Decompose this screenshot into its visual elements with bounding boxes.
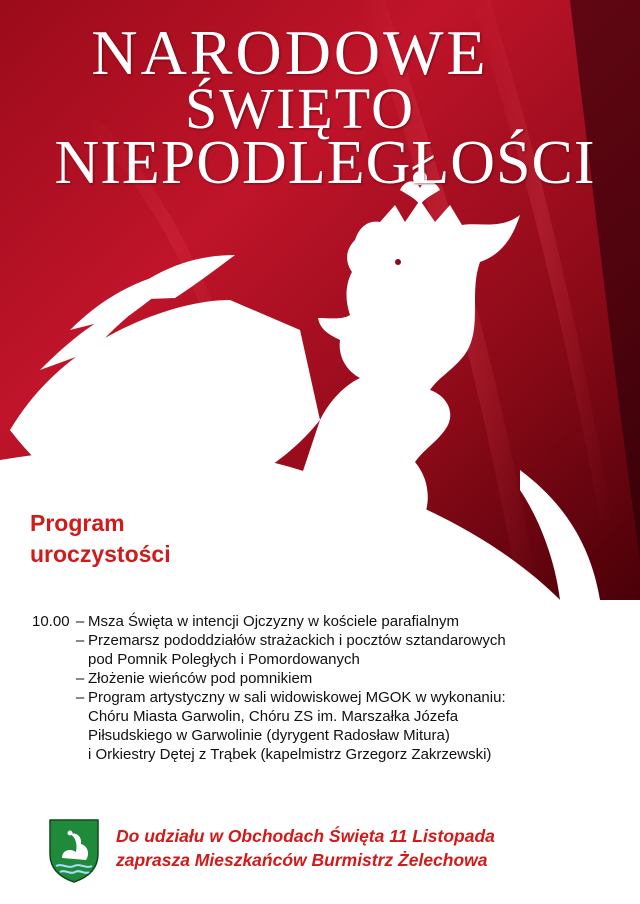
schedule-item-line: Piłsudskiego w Garwolinie (dyrygent Radosław Mitura) <box>88 727 450 744</box>
schedule-item-line: Program artystyczny w sali widowiskowej MGOK w wykonaniu: <box>88 689 506 706</box>
title-line-1: NARODOWE <box>91 17 489 88</box>
schedule-item-line: Msza Święta w intencji Ojczyzny w kościele parafialnym <box>88 613 459 630</box>
program-heading-line-2: uroczystości <box>30 541 171 567</box>
invitation-line-1: Do udziału w Obchodach Święta 11 Listopada <box>116 826 495 846</box>
schedule-dash: – <box>75 613 85 630</box>
schedule-item <box>32 669 632 688</box>
schedule-dash: – <box>75 689 85 706</box>
schedule-item-continued <box>32 707 632 726</box>
schedule-item-continued <box>32 650 632 669</box>
poster-title <box>0 17 640 197</box>
invitation-text <box>116 824 495 872</box>
title-line-2: ŚWIĘTO <box>184 76 415 141</box>
schedule-time: 10.00 <box>32 613 70 630</box>
schedule-item-continued <box>32 726 632 745</box>
title-line-3: NIEPODLEGŁOŚCI <box>54 129 596 197</box>
invitation-line-2: zaprasza Mieszkańców Burmistrz Żelechowa <box>116 850 488 870</box>
schedule-item <box>32 688 632 707</box>
schedule-item-line: Złożenie wieńców pod pomnikiem <box>88 670 313 687</box>
schedule-item-continued <box>32 745 632 764</box>
footer <box>0 810 640 904</box>
schedule-item-line: Przemarsz pododdziałów strażackich i pocztów sztandarowych <box>88 632 506 649</box>
schedule-item-line: Chóru Miasta Garwolin, Chóru ZS im. Marszałka Józefa <box>88 708 459 725</box>
schedule-item-line: pod Pomnik Poległych i Pomordowanych <box>88 651 360 668</box>
schedule-item-line: i Orkiestry Dętej z Trąbek (kapelmistrz Grzegorz Zakrzewski) <box>88 746 492 763</box>
schedule-dash: – <box>75 670 85 687</box>
schedule-list <box>32 612 632 764</box>
schedule-dash: – <box>75 632 85 649</box>
schedule-item <box>32 631 632 650</box>
program-heading <box>30 508 171 570</box>
schedule-item <box>32 612 632 631</box>
program-heading-line-1: Program <box>30 510 125 536</box>
swan-coat-of-arms-icon <box>48 818 100 884</box>
